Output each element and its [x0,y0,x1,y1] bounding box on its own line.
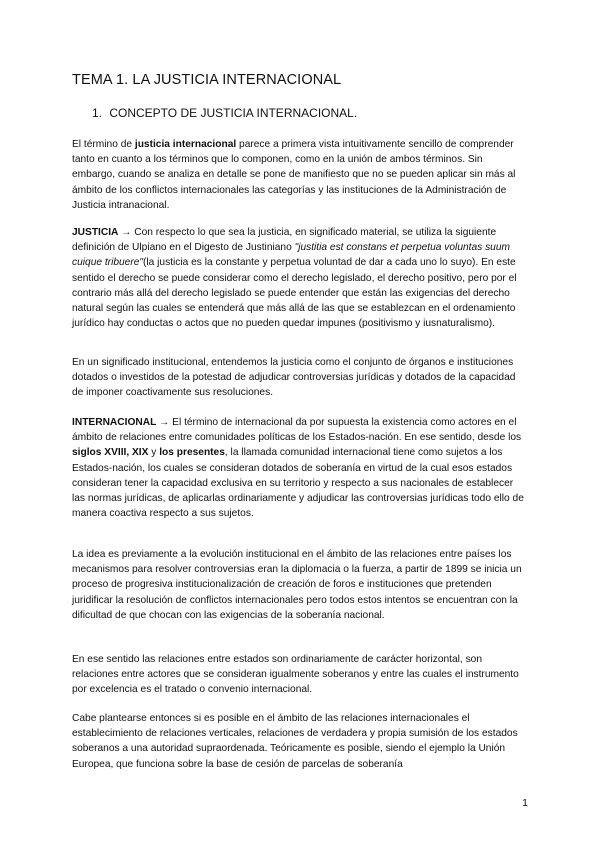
section-heading [92,106,357,120]
paragraph-intro [72,137,528,213]
section-number: 1. [92,106,103,120]
p1-bold-term: justicia internacional [134,139,237,150]
paragraph-justicia [72,225,528,331]
paragraph-internacional [72,415,528,521]
p2-text-a: → Con respecto lo que sea la justicia, en significado material, se utiliza la siguiente definición de Ulpiano en el Digesto de Justiniano [72,227,497,254]
paragraph-horizontal: En ese sentido las relaciones entre estados son ordinariamente de carácter horizontal, son relaciones entre actores que se consideran igualmente soberanos y entre las cuales el instrumento por excelencia es el tratado o convenio internacional. [72,654,519,696]
p2-latin-quote: "justitia est constans et perpetua voluntas suum cuique tribuere" [72,242,510,269]
p4-text-a: → El término de internacional da por supuesta la existencia como actores en el ámbito de relaciones entre comunidades políticas de los Estados-nación. En ese sentido, desde los [72,417,522,444]
paragraph-evolucion: La idea es previamente a la evolución institucional en el ámbito de las relaciones entre países los mecanismos para resolver controversias eran la diplomacia o la fuerza, a partir de 1899 se inicia un proceso de progresiva institucionalización de creación de foros e instituciones que pretenden juridificar la resolución de conflictos internacionales pero todos estos intentos se encuentran con la dificultad de que chocan con las exigencias de la soberanía nacional. [72,549,522,621]
p1-text-a: El término de [72,139,135,150]
paragraph-institucional: En un significado institucional, entendemos la justicia como el conjunto de órganos e instituciones dotados o investidos de la potestad de adjudicar controversias jurídicas y dotados de la capacidad de imponer coactivamente sus resoluciones. [72,357,516,399]
p1-text-c: parece a primera vista intuitivamente sencillo de comprender tanto en cuanto a los términos que lo componen, como en la unión de ambos términos. Sin embargo, cuando se analiza en detalle se pone de manifiesto que no se pueden aplicar sin más al ámbito de los conflictos internacionales las categorías y las instituciones de la Administración de Justicia intranacional. [72,139,516,211]
p4-term: INTERNACIONAL [72,417,157,428]
p4-bold-present: los presentes [159,447,225,459]
p4-text-c: , la llamada comunidad internacional tiene como sujetos a los Estados-nación, los cuales se consideran dotados de soberanía en virtud de la cual esos estados consideran tener la capacidad exclusiva en su territorio y respecto a sus nacionales de establecer las normas jurídicas, de aplicarlas ordinariamente y adjudicar las controversias jurídicas todo ello de manera coactiva respecto a sus sujetos. [72,447,524,520]
document-title: TEMA 1. LA JUSTICIA INTERNACIONAL [72,72,342,88]
p2-term: JUSTICIA [72,227,119,238]
p4-bold-centuries: siglos XVIII, XIX [72,447,149,459]
section-heading-text: CONCEPTO DE JUSTICIA INTERNACIONAL. [109,106,358,120]
page-number: 1 [522,797,528,809]
p2-text-b: (la justicia es la constante y perpetua voluntad de dar a cada uno lo suyo). En este sentido el derecho se puede considerar como el derecho legislado, el derecho positivo, pero por el contrario más allá del derecho legislado se puede entender que están las exigencias del derecho natural según las cuales se entenderá que más allá de las que se establezcan en el ordenamiento jurídico hay conductas o actos que no pueden quedar impunes (positivismo y iusnaturalismo). [72,257,517,330]
p4-text-mid: y [148,447,160,459]
paragraph-verticales: Cabe plantearse entonces si es posible en el ámbito de las relaciones internacionales el establecimiento de relaciones verticales, relaciones de verdadera y propia sumisión de los estados soberanos a una autoridad supraordenada. Teóricamente es posible, siendo el ejemplo la Unión Europea, que funciona sobre la base de cesión de parcelas de soberanía [72,713,518,770]
